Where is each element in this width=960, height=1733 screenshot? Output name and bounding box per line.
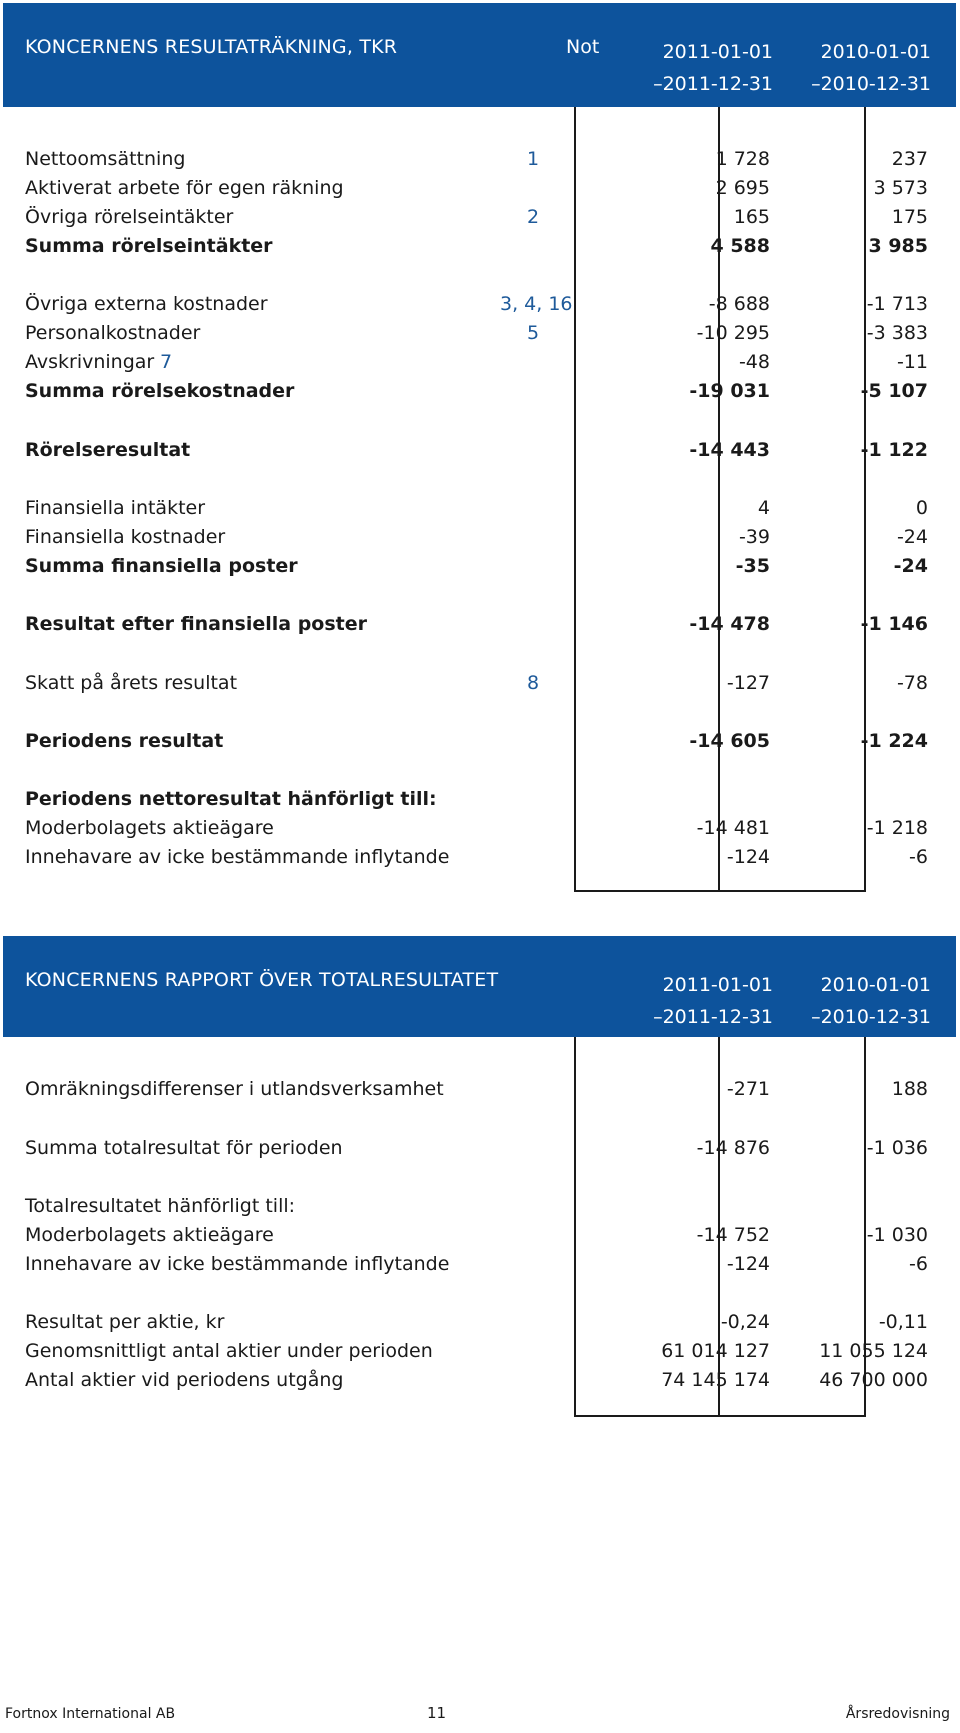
value-2010: -1 218 (866, 817, 928, 839)
value-2010: 46 700 000 (819, 1369, 928, 1391)
value-2010: -1 224 (860, 730, 928, 752)
table-row (0, 375, 960, 407)
total-bottom-rule (574, 1415, 866, 1417)
footer-document: Årsredovisning (845, 1706, 950, 1722)
table-row (0, 1219, 960, 1251)
value-2011: -14 481 (696, 817, 770, 839)
value-2010: -1 030 (866, 1224, 928, 1246)
value-2010: -6 (909, 1253, 928, 1275)
row-note-ref: 3, 4, 16 (500, 293, 573, 315)
table-row (0, 288, 960, 320)
table-row (0, 1335, 960, 1367)
value-2011: -39 (738, 526, 770, 548)
value-2011: -271 (726, 1078, 770, 1100)
value-2010: -24 (893, 555, 928, 577)
value-2010: 237 (891, 148, 928, 170)
table-row (0, 812, 960, 844)
value-2010: 3 985 (868, 235, 928, 257)
table-row (0, 1190, 960, 1222)
table-row (0, 230, 960, 262)
row-label: Resultat per aktie, kr (25, 1311, 225, 1333)
row-note-ref: 8 (527, 672, 540, 694)
value-2011: 165 (733, 206, 770, 228)
row-label: Aktiverat arbete för egen räkning (25, 177, 344, 199)
value-2010: -3 383 (866, 322, 928, 344)
value-2011: -10 295 (696, 322, 770, 344)
value-2011: 1 728 (715, 148, 770, 170)
table-row (0, 1132, 960, 1164)
value-2011: -14 876 (696, 1137, 770, 1159)
table-row (0, 783, 960, 815)
table-row (0, 1364, 960, 1396)
income-bottom-rule (574, 890, 866, 892)
row-label: Periodens nettoresultat hänförligt till: (25, 788, 437, 810)
row-label: Summa rörelsekostnader (25, 380, 295, 402)
income-period-2011: 2011-01-01 –2011-12-31 (653, 41, 773, 95)
row-label: Skatt på årets resultat (25, 672, 238, 694)
table-row (0, 521, 960, 553)
value-2010: -1 122 (860, 439, 928, 461)
value-2011: -0,24 (720, 1311, 770, 1333)
table-row (0, 608, 960, 640)
row-label: Övriga externa kostnader (25, 293, 268, 315)
table-row (0, 317, 960, 349)
table-row (0, 201, 960, 233)
value-2011: -14 478 (689, 613, 770, 635)
row-note-ref: 5 (527, 322, 540, 344)
value-2011: -14 443 (689, 439, 770, 461)
table-row (0, 1248, 960, 1280)
row-note-ref: 2 (527, 206, 540, 228)
total-header (3, 936, 956, 1037)
footer-company: Fortnox International AB (5, 1706, 176, 1722)
row-label: Moderbolagets aktieägare (25, 817, 274, 839)
income-header (3, 3, 956, 107)
table-row (0, 346, 960, 378)
value-2010: -1 713 (866, 293, 928, 315)
value-2010: -1 036 (866, 1137, 928, 1159)
value-2011: 4 (757, 497, 770, 519)
table-row (0, 667, 960, 699)
value-2011: -19 031 (689, 380, 770, 402)
value-2011: -8 688 (708, 293, 770, 315)
table-row (0, 492, 960, 524)
income-title: KONCERNENS RESULTATRÄKNING, TKR (25, 36, 398, 58)
row-label: Avskrivningar (25, 351, 155, 373)
row-note-ref: 7 (160, 351, 173, 373)
value-2010: 3 573 (873, 177, 928, 199)
value-2010: -6 (909, 846, 928, 868)
value-2011: -127 (726, 672, 770, 694)
value-2011: 4 588 (710, 235, 770, 257)
table-row (0, 172, 960, 204)
value-2010: 0 (915, 497, 928, 519)
value-2011: -124 (726, 1253, 770, 1275)
row-label: Genomsnittligt antal aktier under perioden (25, 1340, 433, 1362)
value-2010: -78 (896, 672, 928, 694)
value-2011: 61 014 127 (661, 1340, 770, 1362)
value-2010: 11 055 124 (819, 1340, 928, 1362)
value-2011: -14 605 (689, 730, 770, 752)
row-label: Innehavare av icke bestämmande inflytande (25, 1253, 450, 1275)
row-label: Totalresultatet hänförligt till: (25, 1195, 296, 1217)
row-label: Summa finansiella poster (25, 555, 298, 577)
row-label: Personalkostnader (25, 322, 201, 344)
row-label: Nettoomsättning (25, 148, 186, 170)
table-row (0, 550, 960, 582)
table-row (0, 1306, 960, 1338)
value-2010: 188 (891, 1078, 928, 1100)
value-2010: -0,11 (878, 1311, 928, 1333)
note-column-header: Not (566, 36, 600, 58)
total-period-2011: 2011-01-01 –2011-12-31 (653, 974, 773, 1028)
total-title: KONCERNENS RAPPORT ÖVER TOTALRESULTATET (25, 969, 499, 991)
row-label: Moderbolagets aktieägare (25, 1224, 274, 1246)
row-label: Resultat efter finansiella poster (25, 613, 367, 635)
row-label: Finansiella kostnader (25, 526, 226, 548)
value-2010: 175 (891, 206, 928, 228)
value-2011: 74 145 174 (661, 1369, 770, 1391)
row-label: Summa totalresultat för perioden (25, 1137, 343, 1159)
table-row (0, 841, 960, 873)
row-label: Innehavare av icke bestämmande inflytande (25, 846, 450, 868)
table-row (0, 434, 960, 466)
row-label: Periodens resultat (25, 730, 224, 752)
footer-page-number: 11 (427, 1704, 447, 1722)
value-2010: -11 (896, 351, 928, 373)
table-row (0, 725, 960, 757)
row-label: Rörelseresultat (25, 439, 191, 461)
total-period-2010: 2010-01-01 –2010-12-31 (811, 974, 931, 1028)
row-label: Antal aktier vid periodens utgång (25, 1369, 344, 1391)
row-label: Finansiella intäkter (25, 497, 206, 519)
table-row (0, 1073, 960, 1105)
value-2010: -24 (896, 526, 928, 548)
income-period-2010: 2010-01-01 –2010-12-31 (811, 41, 931, 95)
value-2011: -124 (726, 846, 770, 868)
table-row (0, 143, 960, 175)
row-note-ref: 1 (527, 148, 540, 170)
value-2011: 2 695 (715, 177, 770, 199)
value-2010: -1 146 (860, 613, 928, 635)
value-2011: -48 (738, 351, 770, 373)
value-2010: -5 107 (860, 380, 928, 402)
row-label: Summa rörelseintäkter (25, 235, 273, 257)
row-label: Omräkningsdifferenser i utlandsverksamhet (25, 1078, 444, 1100)
row-label: Övriga rörelseintäkter (25, 206, 234, 228)
value-2011: -35 (735, 555, 770, 577)
value-2011: -14 752 (696, 1224, 770, 1246)
